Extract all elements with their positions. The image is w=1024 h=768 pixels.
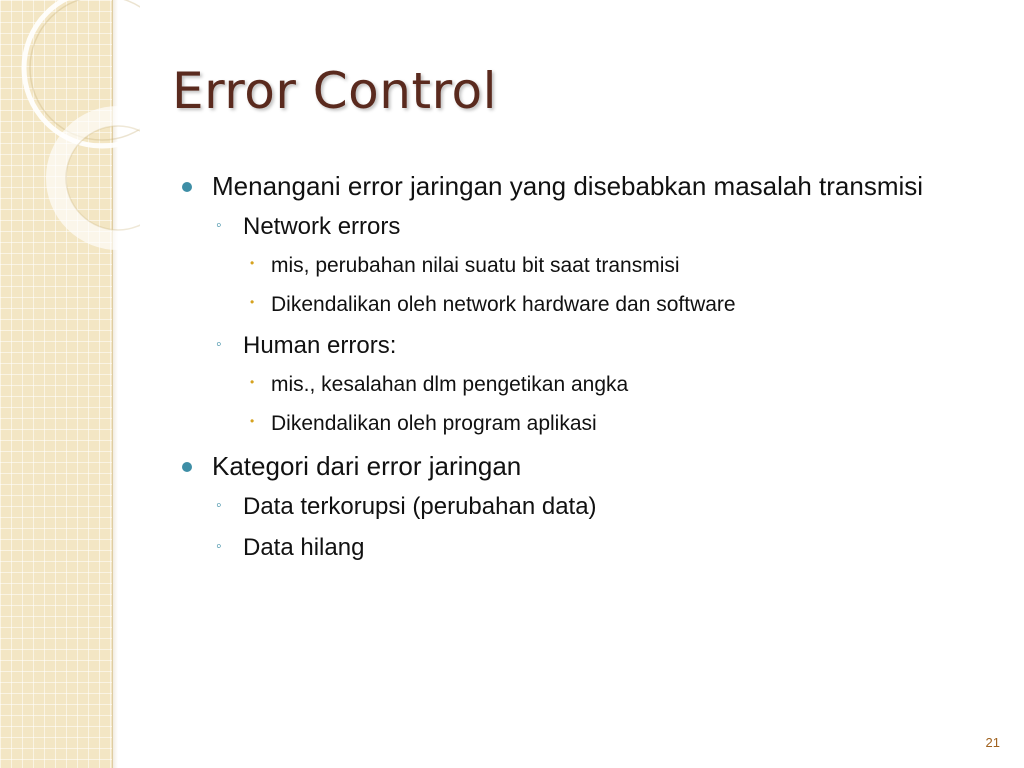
bullet-text: Data terkorupsi (perubahan data) [243, 493, 597, 520]
bullet-level1-item [180, 168, 980, 204]
bullet-level3-item [180, 370, 980, 400]
bullet-text: Dikendalikan oleh program aplikasi [271, 412, 597, 435]
bullet-small-dot-icon: • [250, 295, 255, 309]
bullet-text: Data hilang [243, 534, 365, 561]
bullet-text: Kategori dari error jaringan [212, 451, 522, 481]
bullet-list [180, 168, 980, 572]
bullet-text: Human errors: [243, 332, 397, 359]
bullet-small-dot-icon: • [250, 256, 255, 270]
bullet-text: Menangani error jaringan yang disebabkan masalah transmisi [212, 171, 924, 201]
bullet-level2-item [180, 329, 980, 363]
bullet-level2-item [180, 531, 980, 565]
bullet-text: mis., kesalahan dlm pengetikan angka [271, 373, 629, 396]
bullet-text: Dikendalikan oleh network hardware dan software [271, 293, 736, 316]
bullet-dot-icon [182, 182, 192, 192]
bullet-small-dot-icon: • [250, 414, 255, 428]
bullet-level3-item [180, 290, 980, 320]
bullet-ring-icon: ◦ [216, 336, 222, 353]
bullet-ring-icon: ◦ [216, 538, 222, 555]
bullet-level1-item [180, 448, 980, 484]
page-number: 21 [985, 735, 1000, 750]
bullet-level3-item [180, 251, 980, 281]
bullet-level3-item [180, 409, 980, 439]
bullet-level2-item [180, 490, 980, 524]
bullet-small-dot-icon: • [250, 375, 255, 389]
bullet-dot-icon [182, 462, 192, 472]
bullet-ring-icon: ◦ [216, 497, 222, 514]
bullet-level2-item [180, 210, 980, 244]
bullet-ring-icon: ◦ [216, 217, 222, 234]
bullet-text: Network errors [243, 213, 401, 240]
slide-title: Error Control [172, 62, 498, 120]
decorative-rings [0, 0, 140, 260]
bullet-text: mis, perubahan nilai suatu bit saat transmisi [271, 254, 680, 277]
